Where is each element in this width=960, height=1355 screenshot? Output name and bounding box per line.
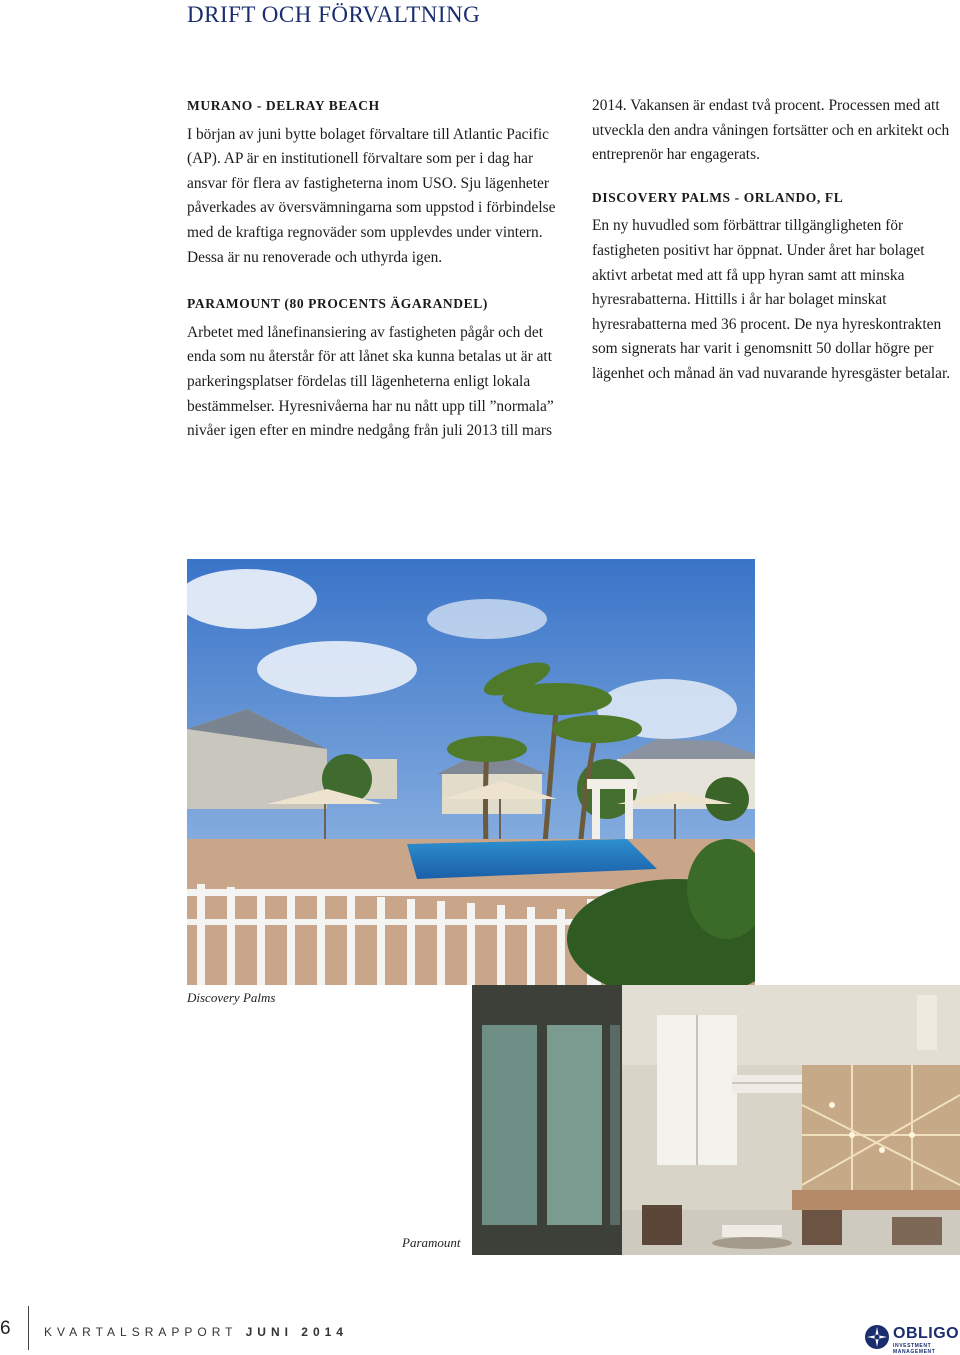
page-title: DRIFT OCH FÖRVALTNING (187, 2, 481, 27)
footer-divider (28, 1306, 29, 1350)
logo-name: OBLIGO (893, 1325, 960, 1342)
page-number: 6 (0, 1318, 11, 1339)
footer-report-label (44, 1325, 348, 1339)
report-label: KVARTALSRAPPORT (44, 1325, 238, 1339)
logo-subtitle: INVESTMENT MANAGEMENT (893, 1343, 936, 1355)
left-column (187, 94, 567, 444)
section-text-murano: I början av juni bytte bolaget förvaltare till Atlantic Pacific (AP). AP är en institutionell förvaltare som per i dag har ansvar för flera av fastigheterna inom USO. Sju lägenheter påverkades av översvämningarna som uppstod i förbindelse med de kraftiga regnoväder som upplevdes under vintern. Dessa är nu renoverade och uthyrda igen. (187, 125, 556, 266)
report-period: JUNI 2014 (245, 1325, 348, 1339)
discovery-palms-photo (187, 559, 755, 985)
section-heading-murano: MURANO - DELRAY BEACH (187, 98, 380, 113)
section-heading-discovery-palms: DISCOVERY PALMS - ORLANDO, FL (592, 189, 844, 205)
obligo-logo (864, 1324, 960, 1355)
section-text-paramount: Arbetet med lånefinansiering av fastigheten pågår och det enda som nu återstår för att lånet ska kunna betalas ut är att parkeringsplatser fördelas till lägenheterna enligt lokala bestämmelser. Hyresnivåerna har nu nått upp till ”normala” nivåer igen efter en mindre nedgång från juli 2013 till mars (187, 323, 554, 440)
paramount-caption: Paramount (402, 1235, 461, 1250)
paramount-photo (472, 985, 960, 1255)
compass-icon (864, 1324, 890, 1350)
discovery-palms-caption: Discovery Palms (187, 990, 276, 1005)
right-column (592, 94, 952, 387)
section-text-discovery-palms: En ny huvudled som förbättrar tillgängligheten för fastigheten positivt har öppnat. Under året har bolaget aktivt arbetat med att få upp hyran samt att minska hyresrabatterna. Hittills i år har bolaget minskat hyresrabatterna med 36 procent. De nya hyreskontrakten som signerats har varit i genomsnitt 50 dollar högre per lägenhet och månad än vad nuvarande hyresgäster betalar. (592, 217, 951, 382)
section-text-paramount-continued: 2014. Vakansen är endast två procent. Processen med att utveckla den andra våningen fortsätter och en arkitekt och entreprenör har engagerats. (592, 97, 950, 164)
section-heading-paramount: PARAMOUNT (80 PROCENTS ÄGARANDEL) (187, 296, 488, 312)
